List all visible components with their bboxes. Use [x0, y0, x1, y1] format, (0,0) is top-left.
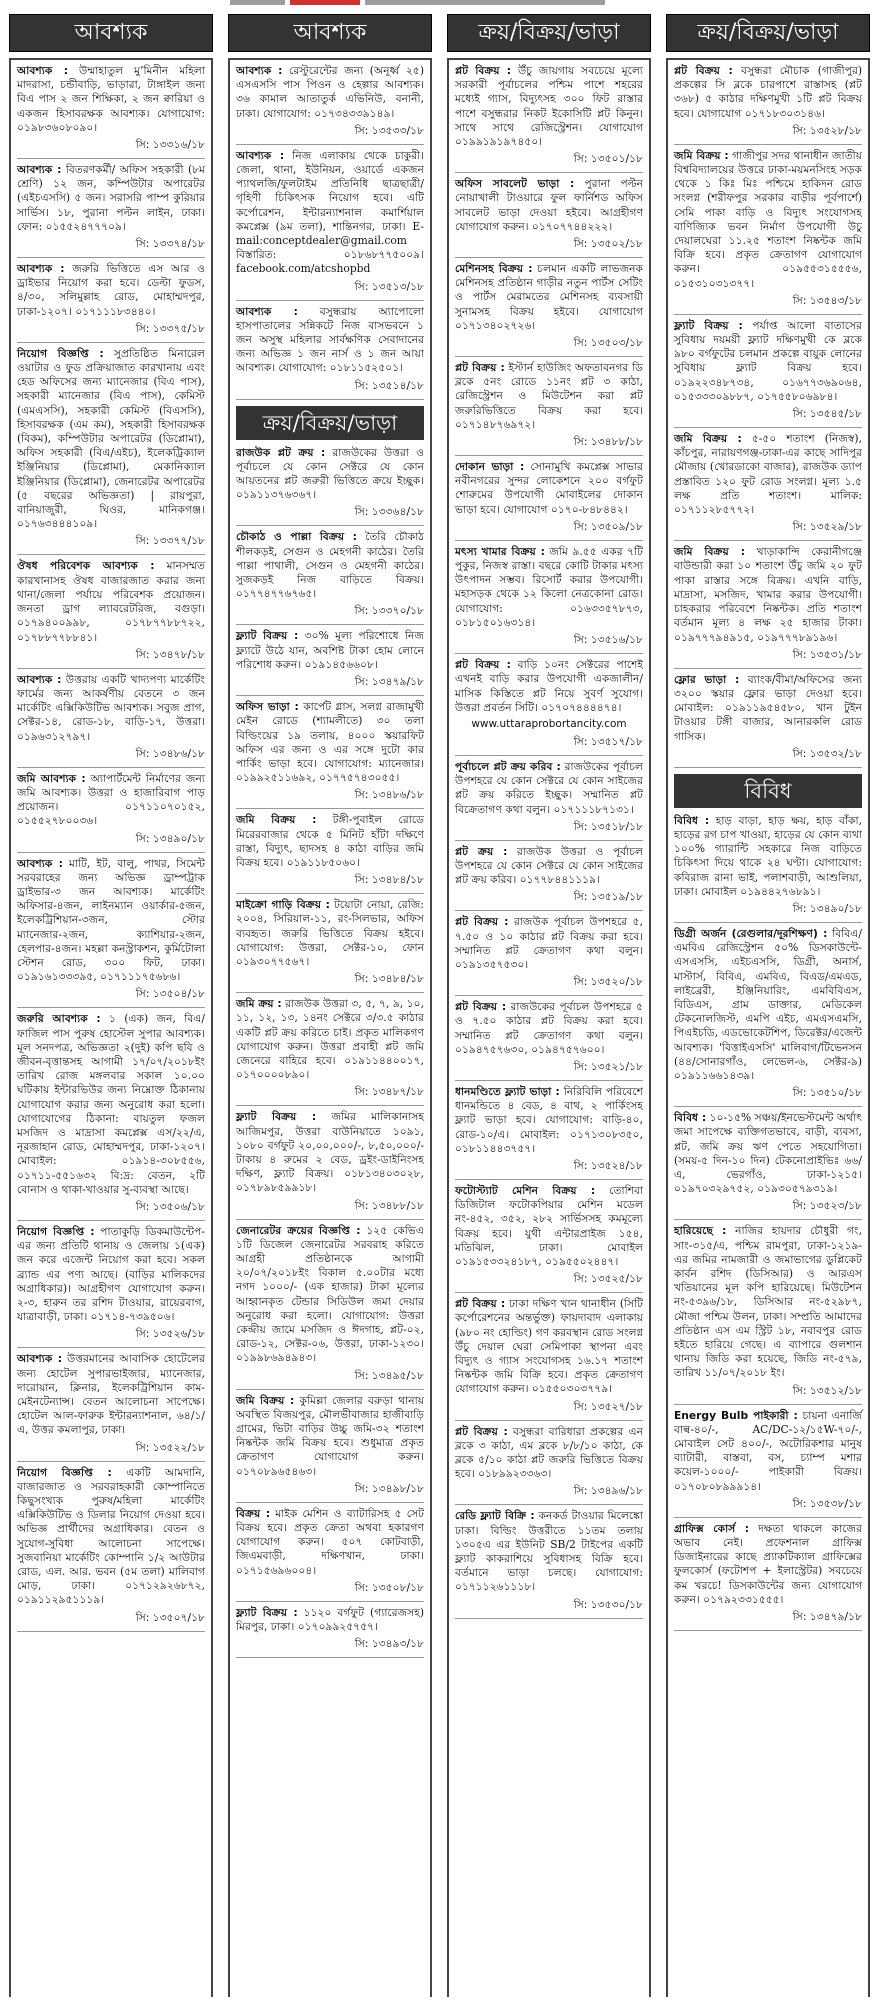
ad-code: সি: ১৩৫১৪/১৮ [236, 377, 424, 400]
ad-lead: মেশিনসহ বিক্রয় : [455, 262, 533, 276]
ad-code: সি: ১৩৪৯৬/১৮ [455, 1482, 643, 1505]
ad-text: রাজউক উত্তরা ও পূর্বাচল উপশহরে যে কোন সেক্টরে যে কোন সাইজের প্লট ক্রয় করিব। ০১৭৭৮৪৪১১১৯। [455, 844, 643, 887]
ad-lead: ফ্ল্যাট বিক্রয় : [236, 1110, 317, 1124]
ad-lead: আবশ্যক : [236, 148, 285, 162]
ad-text: সোনামুখি কমপ্লেক্স সাভার নবীনগরের সুন্দর লোকেশনে ২০০ বর্গফুট শোরুমের উপযোগী মোবাইলের দোকান ভাড়া হবে। যোগাযোগ ০১৭০-৮৪৮৪৪২। [455, 460, 644, 516]
ad-text: ব্যাংক/বীমা/অফিসের জন্য ৩২০০ স্কয়ার ফ্লোর ভাড়া দেওয়া হবে। মোবাইল: ০১৯১১৯৫৪৫৮০, খান টুইন টাওয়ার টঙ্গী বাজার, আনারকলি রোড গাসিক। [674, 672, 862, 743]
top-gray-segment [365, 0, 605, 5]
ad-lead: পূর্বাচলে প্লট ক্রয় করিব : [455, 759, 561, 773]
ad-lead: জমি আবশ্যক : [17, 771, 86, 785]
classified-ad [455, 64, 643, 149]
ad-text: তৈরি চৌকাঠ শীলকড়ই, সেগুন ও মেহগনী কাঠের। তৈরি পাল্লা পাথালী, সেগুন ও মেহগনী কাঠের। সুজকড়ই নিজ বাড়িতে বিক্রয়। ০১৭৭৪৭৭৬৭৬৫। [236, 530, 424, 601]
ad-lead: প্লট বিক্রয় : [455, 1000, 507, 1014]
ad-code: সি: ১৩৩৭৪/১৮ [17, 235, 205, 258]
ad-lead: অফিস ভাড়া : [236, 700, 299, 714]
classified-ad [674, 927, 862, 1083]
ad-text: বিতরণকর্মী/ অফিস সহকারী (৮ম শ্রেণি) ১২ জন, কম্পিউটার অপারেটর (এইচএসসি) ৫ জন। সরাসরি পাম্প কুরিয়ার সার্ভিস। ১৮, পুরানা পল্টন লাইন, ঢাকা। ফোন: ০১৫৫২৪৭৭৭০৯। [17, 163, 205, 233]
ads-box [666, 58, 870, 1997]
ad-text: হাড় বাড়া, হাড় ক্ষয়, হাড় বাঁকা, হাড়ের রগ চাপ খাওয়া, হাড়ের যে কোন ব্যথা ১০০% গ্যারান্টি সহকারে নিজ বাড়িতে চিকিৎসা দিয়ে থাকে ২৪ ঘণ্টা। যোগাযোগ: কবিরাজ রানা ভাই, পলাশবাড়ী, আশুলিয়া, ঢাকা। মোবাইল ০১৯৪৪২৭৬৮৯১। [674, 813, 862, 898]
ad-text: জমির মালিকানাসহ আজিমপুর, উত্তরা বাউনিয়াতে ১০৯১, ১০৮০ বর্গফুট ২০,০০,০০০/-, ৮,৫০,০০০/- টাকায় ৪ রুমের ২ বেড, ড্রইং-ডাইনিংসহ দক্ষিণ, ফ্ল্যাট বিক্রয়। ০১৮১৩৪০৩০২৮, ০১৭৮৯৮৫৯৯১৮। [236, 1110, 424, 1195]
classified-ad [674, 64, 862, 121]
ad-lead: প্লট বিক্রয় : [455, 1424, 508, 1438]
ad-lead: জমি বিক্রয় : [236, 813, 317, 827]
ad-code: সি: ১৩৩১৬/১৮ [17, 136, 205, 159]
ad-code: সি: ১৩৫৩৮/১৮ [674, 1495, 862, 1518]
classified-ad [455, 177, 643, 234]
ad-text: বিবিএ/এমবিএ রেজিস্ট্রেশন ৫০% ডিসকাউন্টে-এসএসসি, এইচএসসি, ডিগ্রী, অনার্স, মাস্টার্স, বিবিএ, এমবিএ, বিএড/এমএড, লাইব্রেরী, ইঞ্জিনিয়ারিং, এমবিবিএস, বিডিএস, গ্রাম ডাক্তার, মেডিকেল টেকনোলজিস্ট, এমপি এইচ, এমএসএমসি, পিএইচডি, এডভোকেটশিপ, ডিরেক্টর/এজেন্ট আবশ্যক। 'বিত্তাইএসসি' মালিবাগ/টিভেনসন (৪৪/সোনারগাঁও, লেভেল-৬, সেক্টর-৯) ০১৯১১৬৬১৪৩৯। [674, 926, 862, 1082]
ad-text: টয়োটা নোয়া, রেজি: ২০০৪, সিরিয়াল-১১, রং-সিলভার, অফিস ব্যবহৃত। জরুরি ভিত্তিতে বিক্রয় হইবে। যোগাযোগ: উত্তরা, সেক্টর-১০, ফোন ০১৯৩০৭৭৫৬৭। [236, 898, 424, 968]
top-accent-bar [0, 0, 879, 8]
ads-box [447, 58, 651, 1997]
ad-code: সি: ১৩৩৭৫/১৮ [17, 320, 205, 343]
classified-ad [236, 305, 424, 376]
ad-code: সি: ১৩৫২৯/১৮ [674, 518, 862, 541]
ad-lead: বিবিধ : [674, 813, 710, 827]
ad-text: নিরিবিলি পরিবেশে ধানমন্ডিতে ৪ বেড, ৪ বাথ, ২ পার্কিংসহ ফ্ল্যাট ভাড়া হবে। যোগাযোগ: বাড়ি-৪০, রোড-১০/এ। মোবাইল: ০১৭১৩০৮৩৫০, ০১৮১১৪৪৩৭৫৭। [455, 1084, 643, 1155]
ad-code: সি: ১৩৫০১/১৮ [455, 150, 643, 173]
ad-lead: ফ্লোর ভাড়া : [674, 672, 740, 686]
classified-ad [17, 1466, 205, 1608]
ad-text: বসুন্ধরায় অ্যাপোলো হাসপাতালের সন্নিকটে নিজ বাসভবনে ১ জন অসুস্থ মহিলার সার্বক্ষণিক সেবাদানের জন্য অভিজ্ঞ ১ জন নার্স ও ১ জন আয়া আবশ্যক। যোগাযোগ: ০১৮১১৫২৫০১। [236, 304, 425, 375]
classified-ad [236, 1507, 424, 1578]
ad-code: সি: ১৩৫১৩/১৮ [236, 278, 424, 301]
ad-lead: জমি ক্রয় : [236, 997, 282, 1011]
ad-text: রাজউকের উত্তরা ও পূর্বাচলে যে কোন সেক্টরে যে কোন আয়তনের প্লট জরুরী ভিত্তিতে ক্রয়ে ইচ্ছুক। ০১৯১১৩৭৬৩৬৭। [236, 445, 424, 502]
classified-ad [17, 772, 205, 829]
classified-ad [455, 1184, 643, 1269]
classified-ad [236, 446, 424, 503]
ad-lead: দোকান ভাড়া : [455, 460, 525, 474]
classified-ad [455, 262, 643, 333]
ad-text: উঁচু জায়গায় সবচেয়ে মূল্যে সরকারী পূর্বাচলের পশ্চিম পাশে শহরের মধ্যেই গ্যাস, বিদ্যুৎসহ ৩০০ ফিট রাস্তার পাশে বসুন্ধরার নিকট ইকোসিটি প্লট কিনুন। সাথে সাথে রেজিস্ট্রেশন। যোগাযোগ ০১৯৯১৯১৯৭৪৫০। [455, 64, 644, 149]
ad-lead: মৎস্য খামার বিক্রয় : [455, 544, 545, 558]
ad-lead: প্লট বিক্রয় : [455, 658, 511, 672]
ad-text: উম্মাহাতুল মু’মিনীন মহিলা মাদরাসা, চন্ডীবাড়ি, ভাড়ারা, টাঙ্গাইল জন্য বিএ পাস ২ জন শিক্ষিকা, ২ জন ক্বারিয়া ও একজন হিসাবরক্ষক আবশ্যক। যোগাযোগ: ০১৯৮৩৬০৮০৯০। [17, 64, 205, 134]
column-1 [6, 12, 216, 1997]
ad-text: রাজউকের পূর্বাচল উপশহরে ৫ ও ৭.৫০ কাঠার প্লট বিক্রয় করা হবে। সম্মানিত প্লট ক্রেতাগণ কথা বলুন। ০১৯৪৭৫৭৬৩০, ০১৯৪৭৫৭৬০০। [455, 1000, 643, 1056]
ad-text: গাজীপুর সদর থানাধীন জাতীয় বিশ্ববিদ্যালয়ের উত্তরে ঢাকা-ময়মনসিংহ সড়ক থেকে ১ কিঃ মিঃ পশ্চিমে হাকিদন রোড সংলগ্ন (শরীফপুর সরকার বাড়ীর পূর্বপার্শে) সেমি পাকা বাড়ি ও বিদ্যুৎ সংযোগসহ বাণিজ্যিক ভবন নির্মাণ উপযোগী উচু দেয়ালঘেরা ১১.২৫ শতাংশ নিষ্কন্টক জমি বিক্রি হবে। প্রকৃত ক্রেতাগণ যোগাযোগ করুন। ০১৯৫৫৩১৫৫৫৬, ০১৫৩১০৩১৩৭৭। [674, 148, 862, 290]
ad-text: উত্তরায় একটি খাদ্যপণ্য মার্কেটিং ফার্মের জন্য আকর্ষণীয় বেতনে ৩ জন মার্কেটিং এক্সিকিউটিভ আবশ্যক। সবুজ প্রাগ, সেক্টর-১৪, রোড-১৮, বাড়ি-১৭, উত্তরা। ০১৯৬৩১২৭৯৭। [17, 672, 206, 743]
ad-lead: জমি বিক্রয় : [674, 545, 745, 559]
ad-code: সি: ১৩৫৩২/১৮ [674, 745, 862, 768]
ad-lead: জমি বিক্রয় : [674, 148, 729, 162]
column-3 [444, 12, 654, 1997]
ad-lead: আবশ্যক : [17, 672, 62, 686]
ad-text: মানসম্মত কারখানাসহ ঔষধ বাজারজাত করার জন্য থানা/জেলা পর্যায়ে পরিবেশক প্রয়োজন। জনতা ড্রাগ ল্যাবরেটরিজ, বগুড়া। ০১৭৯৪০০৯৯৮, ০১৭৮৭৭৮৮৭২২, ০১৭৮৮৭৭৮৮৪১। [17, 559, 205, 644]
classified-ad [455, 845, 643, 888]
classified-ad [674, 1224, 862, 1380]
ad-lead: গ্রাফিক্স কোর্স : [674, 1521, 750, 1535]
ad-lead: নিয়োগ বিজ্ঞপ্তি : [17, 346, 104, 360]
classified-ad [236, 813, 424, 870]
ad-lead: জরুরি আবশ্যক : [17, 1012, 101, 1026]
ad-lead: ধানমণ্ডিতে ফ্ল্যাট ভাড়া : [455, 1084, 560, 1098]
classified-ad [455, 545, 643, 630]
ad-code: সি: ১৩৫২৫/১৮ [455, 1270, 643, 1293]
classified-ad [455, 760, 643, 817]
ad-text: সুপ্রতিষ্ঠিত মিনারেল ওয়াটার ও ফুড প্রক্রিয়াজাত কারখানায় এবং হেড অফিসের জন্য ম্যানেজার (বিএ পাস), সহকারী ম্যানেজার (বিএ পাস), কেমিস্ট (এমএসসি), সহকারী কেমিস্ট (বিএসসি), হিসাবরক্ষক (এম কম), সহকারী হিসাবরক্ষক (বিকম), কম্পিউটার অপারেটর (ডিপ্লোমা), অফিস সহকারী (বিএ/এইচ), ইলেকট্রিক্যাল ইঞ্জিনিয়ার (ডিপ্লোমা), মেকানিক্যাল ইঞ্জিনিয়ার (ডিপ্লোমা), জেনারেটর অপারেটর (৫ বছরের অভিজ্ঞতা) | রায়পুরা, বানিয়াজুরী, ঘিওর, মানিকগঞ্জ। ০১৭৬৩৪৪৪১০৯। [17, 346, 205, 531]
ad-lead: ডিগ্রী অর্জন (রেগুলার/দূরশিক্ষণ) : [674, 926, 828, 940]
ad-code: সি: ১৩৫২০/১৮ [455, 973, 643, 996]
ad-lead: প্লট বিক্রয় : [674, 64, 733, 77]
ad-lead: ফ্ল্যাট বিক্রয় : [236, 1605, 298, 1619]
ad-code: সি: ১৩৪৯০/১৮ [674, 900, 862, 923]
ad-code: সি: ১৩৫০৯/১৮ [455, 518, 643, 541]
ad-code: সি: ১৩৫২৩/১৮ [674, 1197, 862, 1220]
column-4 [663, 12, 873, 1997]
classified-ad [236, 1606, 424, 1634]
ad-text: চলমান একটি লাভজনক মেশিনসহ প্রতিষ্ঠান গাড়ীর নতুন পার্টস সেটিং ও পার্টস মেরামতের মেশিনসহ ব্যবসায়ী সুনামসহ বিক্রয় হইবে। যোগাযোগ ০১৭১৩৪০২৭২৬। [455, 262, 643, 332]
ad-code: সি: ১৩৫০৪/১৮ [17, 985, 205, 1008]
top-red-segment [290, 0, 360, 5]
ad-code: সি: ১৩৫২৮/১৮ [674, 122, 862, 145]
ads-box [228, 58, 432, 1997]
classified-ad [455, 658, 643, 715]
ad-text: রাজউক উত্তরা ৩, ৫, ৭, ৯, ১০, ১১, ১২, ১৩, ১৪নং সেক্টরে ৩/৩.৫ কাঠার একটি প্লট ক্রয় করিতে চাই। প্রকৃত মালিকগণ যোগাযোগ করুন। উত্তরা প্রবাহী প্লট জমি জেনেরে বাহিরে হবে। ০১৯১১৪৪০০১৭, ০১৭০০০০৮৯০। [236, 997, 424, 1082]
classified-ad [17, 163, 205, 234]
classified-ad [674, 1111, 862, 1196]
ad-code: সি: ১৩৫২২/১৮ [17, 1439, 205, 1462]
ad-text: মাটি, ইট, বালু, পাথর, সিমেন্ট সরবরাহের জন্য অভিজ্ঞ ড্রাম্পট্রাক ড্রাইভার-৩ জন আবশ্যক। মার্কেটিং অফিসার-৪জন, লাইনম্যান ওয়ার্কার-৫জন, ইলেকট্রিশিয়ান-৩জন, স্টোর ম্যানেজার-২জন, ক্যাশিয়ার-২জন, হেলপার-৪জন। মহল্লা কনস্ট্রাকশন, কুর্মিটোলা স্টেশন রোড, ৩০০ ফিট, ঢাকা। ০১৯১৬১৩৩৩৯৫, ০১৭১১১৭৫৬৮৬। [17, 856, 205, 984]
ad-lead: আবশ্যক : [236, 304, 298, 318]
ad-text: পর্যাপ্ত আলো বাতাসের সুবিধায় দয়ময়ী ফ্ল্যাট দক্ষিণমুখী কে ব্লকে ৯৮০ বর্গফুটের চলমান প্রকল্পে বায়ুক লোনের সুবিধায় ফ্ল্যাট বিক্রয় হবে। ০১৯২২৩৪৮৭৩৪, ০১৬৭৭৩৬৯০৬৪, ০১৫৩৩৩০৯৮৮৭, ০১৭৫৫৮০৬৯৮৪। [674, 318, 862, 403]
classified-ad [236, 1224, 424, 1366]
ad-text: অ্যাপার্টমেন্ট নির্মাণের জন্য জমি আবশ্যক। উত্তরা ও হাজারিবাগ পাড় প্রয়োজন। ০১৭১১০৭০১৫২, ০১৫৫২৭৮০০৩৬। [17, 771, 205, 828]
ad-text: জমি ৯.৫৫ একর ৭টি পুকুর, নিজস্ব রাস্তা। বছরে কোটি টাকার মৎস্য উৎপাদন সম্ভব। রিসোর্ট করার উপযোগী। মহাসড়ক থেকে ১২ কিলো নেত্রকোনা রোড। যোগাযোগ: ০১৬৩৩৫৭৮৭৩, ০১৮১৫০১৬৩১৪। [455, 544, 643, 629]
ad-code: সি: ১৩৫১৬/১৮ [455, 631, 643, 654]
classified-ad [236, 64, 424, 121]
ad-text: রাজউক পূর্বাচল উপশহরে ৫, ৭.৫০ ও ১০ কাঠার প্লট বিক্রয় করা হবে। সম্মানিত প্লট ক্রেতাগণ কথা বলুন। ০১৯১৩৫৭৫৩০। [455, 915, 644, 971]
ad-lead: নিয়োগ বিজ্ঞপ্তি : [17, 1465, 112, 1479]
classified-ad [674, 432, 862, 517]
ad-text: বসুন্ধরা বারিধারা প্রকল্পের এন ব্লকে ৩ কাঠা, এম ব্লকে ৮/৮/১০ কাঠা, কে ব্লকে ৫/১০ কাঠা প্লট জরুরি ভিত্তিতে বিক্রয় হবে। ০১৮৯৯২৩৩৬৩। [455, 1424, 643, 1481]
ad-lead: হারিয়েছে : [674, 1224, 727, 1238]
ad-code: সি: ১৩৫৩১/১৮ [674, 646, 862, 669]
ad-code: সি: ১৩৫৪৫/১৮ [674, 405, 862, 428]
ad-lead: রেডি ফ্ল্যাট বিক্রি : [455, 1509, 535, 1523]
classified-ad [455, 915, 643, 972]
classified-ad [236, 1394, 424, 1479]
classified-ad [455, 1297, 643, 1396]
ad-text: নিজ এলাকায় থেকে চাকুরী। জেলা, থানা, ইউনিয়ন, ওয়ার্ডে একজন প্যাথলজি/ফুলটাইম প্রতিনিধি ছাত্রছাত্রী/গৃহিণী চিকিৎসক নিয়োগ হবে। এটি কর্পোরেশন, ইন্টারন্যাশনাল কমার্শিয়াল কমপ্লেক্স (৯ম তলা), শান্তিনগর, ঢাকা। E-mail:conceptdealer@gmail.com বিস্তারিত: ০১৮৬৮৭৭৫০০৯। facebook.com/atcshopbd [236, 148, 425, 276]
ad-code: সি: ১৩৪৮৮/১৮ [455, 433, 643, 456]
ad-code: সি: ১৩৩৭৭/১৮ [17, 532, 205, 555]
ad-text: ৩০% মূল্য পরিশোধে নিজ ফ্ল্যাটে উঠে যান, অবশিষ্ট টাকা হোম লোনে পরিশোধ করুন। ০১৯১৪৫৬৬০৮। [236, 629, 424, 671]
classified-ad [17, 673, 205, 744]
ad-website[interactable]: www.uttaraprobortancity.com [471, 717, 627, 730]
ad-lead: আবশ্যক : [17, 163, 62, 177]
classified-ad [455, 1509, 643, 1594]
ad-lead: ফ্ল্যাট বিক্রয় : [236, 629, 299, 643]
ad-lead: বিবিধ : [674, 1111, 707, 1125]
ad-lead: প্লট বিক্রয় : [455, 915, 509, 929]
classified-ad [17, 262, 205, 319]
ad-code: সি: ১৩৪৮৬/১৮ [236, 786, 424, 809]
classified-ad [455, 1425, 643, 1482]
classified-ad [236, 997, 424, 1082]
ad-code: সি: ১৩৪৮৭/১৮ [236, 1083, 424, 1106]
ad-lead: জমি বিক্রয় : [236, 1393, 295, 1407]
ad-lead: বিক্রয় : [236, 1506, 271, 1520]
classified-ad [236, 1110, 424, 1195]
ad-code: সি: ১৩৪৯৮/১৮ [236, 1480, 424, 1503]
ad-code: সি: ১৩৫২৭/১৮ [455, 1398, 643, 1421]
classified-ad [455, 1085, 643, 1156]
ad-lead: মাইক্রো গাড়ি বিক্রয় : [236, 898, 330, 912]
ad-code: সি: ১৩৫৩৩/১৮ [236, 122, 424, 145]
ad-text: পাতাকুড়ি ডিকমাউন্টেপ-এর জন্য প্রতিটি থানায় ও জেলায় ১(এক) জন করে এজেন্ট নিয়োগ করা হবে। সকল ব্র্যান্ড এর পণ্য আছে। (বাড়ির মালিকদের অগ্রাধিকার)। আগ্রহীগণ যোগাযোগ করুন। ২-৩, হারুন তর রশিদ টাওয়ার, রায়েরবাগ, যাত্রাবাড়ী, ঢাকা। ০১৭১৪-৭৩৯৫০৬। [17, 1225, 205, 1324]
ad-text: ইস্টার্ন হাউজিং অফতাবনগর ডি ব্লকে ৫নং রোডে ১১নং প্লট ৩ কাঠা, রেজিস্ট্রেশন ও মিউটেশন করা প্লট জরুরিভিত্তিতে বিক্রয় করা হবে। ০১৭১৪৮৭৬৯৭২। [455, 361, 643, 431]
ad-lead: রাজউক প্লট ক্রয় : [236, 445, 326, 459]
ad-code: সি: ১৩৫০৭/১৮ [17, 1609, 205, 1632]
ad-code: সি: ১৩৩৬৪/১৮ [236, 503, 424, 526]
ad-code: সি: ১৩৪৭৮/১৮ [17, 646, 205, 669]
ad-text: ঢাকা দক্ষিণ খান থানাধীন (সিটি কর্পোরেশনের অন্তর্ভুক্ত) ফায়দাবাদ এলাকায় (৯৮০ নং হোল্ডিং) গণ করবস্থান রোড সংলগ্ন উঁচু দেয়াল ঘেরা সেমিপাকা স্থাপনা এবং বিদ্যুৎ ও গ্যাস সংযোগসহ ১৬.১৭ শতাংশ নিষ্কন্টক জমি বিক্রি হবে। প্রকৃত ক্রেতাগণ যোগাযোগ করুন। ০১৫৫০৩০৩৭৭৯। [455, 1297, 643, 1396]
ad-text: বসুন্ধরা মৌচাক (গাজীপুর) প্রকল্পের সি ব্লকে চারপাশে রাস্তাসহ (প্লট ৩৬৮) ৫ কাঠার দক্ষিণমুখী ১টি প্লট বিক্রয় হবে। যোগাযোগ ০১৭১৮৩০৩১৪৬। [674, 64, 862, 120]
ad-lead: প্লট ক্রয় : [455, 844, 508, 858]
classified-ad [674, 673, 862, 744]
ad-code: সি: ১৩৫৩০/১৮ [455, 1596, 643, 1619]
ad-code: সি: ১৩৫০৬/১৮ [17, 1198, 205, 1221]
ad-text: নাজির হায়দার চৌধুরী গং, সাং-৩১৫/এ, পশ্চিম রামপুরা, ঢাকা-১২১৯-এর জমির নামজারী ও জমাভাগের ডুপ্লিকেট কার্বন রশিদ (ডিসিআর) ও আরএস খতিয়ানের মূল কপি হারিয়েছে। মিউটেশন নং-৫৩৯৬/১৮, ডিসিআর নং-৫২৯৮৭, মৌজা পশ্চিম উলন, ঢাকা। সম্প্রতি আমাদের প্রতিষ্ঠান এস এম স্ট্রিট ১৮, নবাবপুর রোড হইতে হারিয়ে গেছে। এ ব্যাপারে গুলশান থানায় জিডি করা হয়েছে, জিডি নং-৫৭৯, তারিখ ১১/০৭/২০১৮ ইং। [674, 1224, 862, 1380]
classified-ad [674, 149, 862, 291]
ad-text: একটি আমদানি, বাজারজাত ও সরবরাহকারী কোম্পানিতে কিছুসংখ্যক পুরুষ/মহিলা মার্কেটিং এক্সিকিউটিভ ও ডিলার নিয়োগ দেওয়া হবে। অভিজ্ঞ প্রার্থীদের অগ্রাধিকার। বেতন ও সুযোগ-সুবিধা আলোচনা সাপেক্ষে। সুজবানিয়া মার্কেটিং কোম্পানি ১/২ আউটার রোড, এল. আর. ভবন (৫ম তলা) মালিবাগ মোড়, ঢাকা। ০১৭১২৯২৬৮৭২, ০১৯১১২৯৫১১১৯। [17, 1465, 205, 1607]
ad-text: ১০-১৫% সঞ্চয়/ইনভেস্টমেন্ট অর্থাৎ জমা সাপেক্ষে ব্যক্তিগতভাবে, বাড়ী, ব্যবসা, প্লট, জমি ক্রয় ঋণ পেতে সহযোগিতা। (সময়-৫ দিন-১০ দিন) টেকনোপ্রাইভিঃ ৬৬/এ, ভেরগাঁও, ঢাকা-১২১৫। ০১৯৭০৩২৯৭৫২, ০১৯৩০৫৭৯৩১৯। [674, 1111, 863, 1196]
ad-text: ৫-৫০ শতাংশ (নিজস্ব), কাঁচপুর, নারায়ণগঞ্জ-ঢাকা-এর কাছে সাদিপুর মৌজায় (খোরডাকো বাজার), রাজউক ড্যাপ প্রস্তাবিত ১২০ ফুট রোড সংলগ্ন। মূল্য ১.৫ লক্ষ প্রতি শতাংশ। মালিক: ০১৭১১২৮৫৭৭২। [674, 432, 862, 517]
ad-lead: জেনারেটর ক্রয়ের বিজ্ঞপ্তি : [236, 1223, 361, 1237]
ad-code: সি: ১৩৩৭০/১৮ [236, 602, 424, 625]
ad-text: টঙ্গী-পুবাইল রোডে মিরেরবাজার থেকে ৫ মিনিট হাঁটা দক্ষিণে রাস্তা, বিদ্যুৎ, ছাদসহ ৪ কাঠা বাড়ির জমি বিক্রয় হবে। ০১৯১১৮৫০৬০। [236, 813, 424, 869]
classified-ad [17, 347, 205, 532]
ad-text: বাড়ি ১০নং সেক্টরের পাশেই এখনই বাড়ি করার উপযোগী একজালীন/মাসিক কিস্তিতে প্লট নিয়ে সুবর্ণ সুযোগ। উত্তরা প্রবর্তন সিটি। ০১৭০৭৪৪৪৪৭৪। [455, 658, 643, 714]
ad-lead: আবশ্যক : [17, 1352, 62, 1366]
ad-code: সি: ১৩৫০৩/১৮ [455, 334, 643, 357]
column-2 [225, 12, 435, 1997]
ad-text: রেস্টুরেন্টের জন্য (অনূর্ধ্ব ২৫) এসএসসি পাস পিওন ও হেল্পার আবশ্যক। ৩৬ কামাল আতাতুর্ক এভিনিউ, বনানী, ঢাকা। যোগাযোগ: ০১৭৩৪৩৩৯১৪৯। [236, 64, 425, 120]
section-header: ক্রয়/বিক্রয়/ভাড়া [236, 406, 424, 440]
ad-code: সি: ১৩৫১৭/১৮ [455, 733, 643, 756]
classified-ad [236, 149, 424, 277]
ad-code: সি: ১৩৫১০/১৮ [674, 1084, 862, 1107]
column-header: ক্রয়/বিক্রয়/ভাড়া [666, 14, 870, 52]
classified-ad [674, 319, 862, 404]
ad-code: সি: ১৩৫৪৩/১৮ [674, 292, 862, 315]
ad-code: সি: ১৩৫০২/১৮ [455, 235, 643, 258]
ad-text: তোশিবা ডিজিটাল ফটোকপিয়ার মেশিন মডেল নং-৪৫২, ৩৫২, ২৮২ সার্ভিসসহ কমমূল্যে বিক্রয় হবে। যুথী এন্টারপ্রাইজ ১৫৪, মতিঝিল, ঢাকা। মোবাইল ০১৯১৫৩৩২৪১৮৭, ০১৯৫৫০২৪৪৭। [455, 1183, 643, 1268]
ad-text: খাড়াকান্দি কেরানীগঞ্জে বাউন্ডারী করা ১০ শতাংশ উঁচু জমি ২০ ফুট পাকা রাস্তার সঙ্গে বিক্রয়। এখনি বাড়ি, মাদ্রাসা, মসজিদ, খামার করার উপযোগী। চাহকরার পরিবেশে নিষ্কন্টক। প্রতি শতাংশ বর্তমান মূল্য ৪ লক্ষ ২৫ হাজার টাকা। ০১৯৭৭৭৯৪৯১৫, ০১৯৭৭৭৮৯১৯৬। [674, 545, 862, 644]
ad-text: জরুরি ভিত্তিতে এস আর ও ড্রাইভার নিয়োগ করা হবে। ডেল্টা ফুডস, ৪/৩০, সলিমুল্লাহ রোড, মোহাম্মদপুর, ঢাকা-১২০৭। ০১৭১১১৮৩৪৪০। [17, 262, 205, 318]
ad-text: ১২৫ কেভিএ ১টি ডিজেল জেনারেটর সরবরাহ করিতে আগ্রহী প্রতিষ্ঠানকে আগামী ২০/০৭/২০১৮ইং বিকাল ৫.০০টার মধ্যে নগদ ১০০০/- (এক হাজার) টাকা মূল্যের আহ্বানকৃত টেন্ডার সিডিউল জমা দেয়ার অনুরোধ করা হলো। যোগাযোগ: উত্তরা কেন্দ্রীয় জামে মসজিদ ও ঈদগাহ, প্লট-০২, রোড-১২, সেক্টর-০৬, উত্তরা, ঢাকা-১২৩০। ০১৯৯৮৬৯৪৯৪৩। [236, 1223, 425, 1365]
ad-text: রাজউকের পূর্বাচল উপশহরে যে কোন সেক্টরে যে কোন সাইজের প্লট ক্রয় করিতে ইচ্ছুক। সম্মানিত প্লট বিক্রেতাগণ কথা বলুন। ০১৭১১১৮৭১৩১। [455, 759, 643, 816]
ad-lead: অফিস সাবলেট ভাড়া : [455, 177, 575, 191]
ad-code: সি: ১৩৪৮৪/১৮ [236, 970, 424, 993]
classified-ad [674, 1522, 862, 1607]
ad-code: সি: ১৩৪৯৩/১৮ [236, 1635, 424, 1658]
ad-text: উত্তরমানের আবাসিক হোটেলের জন্য হোটেল সুপারভাইজার, ম্যানেজার, দারোয়ান, ক্লিনার, ইলেকট্রিশিয়ান কাম-মেইনটেন্যান্স। বেতন আলোচনা সাপেক্ষে। হোটেল আল-ফারুক ইন্টারন্যাশনাল, ৬৪/১/এ, উত্তর কমলাপুর, ঢাকা। [17, 1352, 205, 1437]
ad-lead: আবশ্যক : [17, 856, 63, 870]
column-header: ক্রয়/বিক্রয়/ভাড়া [447, 14, 651, 52]
ad-lead: ফটোস্ট্যাট মেশিন বিক্রয় : [455, 1183, 596, 1197]
ad-text: কার্পেট গ্লাস, সলগ্ন রাজামুখী মেইন রোডে (শ্যামলীতে) ৩০ তলা বিল্ডিংয়ের ১৯ তলায়, ৪০০০ স্কয়ারফিট অফিস এর জন্য ও এর সঙ্গে দুটো কার পার্কিং ভাড়া হবে। যোগাযোগ: ম্যানেজার। ০১৯৯২৫১১৬৯২, ০১৭৭৫৭৪৩০৫৫। [236, 700, 424, 785]
ad-code: সি: ১৩৫২৬/১৮ [17, 1325, 205, 1348]
ad-text: দক্ষতা থাকলে কাজের অভাব নেই। প্রফেশনাল গ্রাফিক্স ডিজাইনারের কাছে প্র্যাকটিক্যাল গ্রাফিক্সের ফুলকোর্স (ফটোশপ + ইলাস্ট্রেটর) সবচেয়ে কম খরচে! ডিসকাউন্টের জন্য যোগাযোগ করুন। ০১৭৯২৩৩১৫৫৫। [674, 1521, 862, 1606]
ad-lead: আবশ্যক : [17, 64, 68, 77]
ad-text: কুমিল্লা জেলার বরুড়া থানায় অবস্থিত বিজয়পুর, মৌলভীবাজার হাজীবাড়ি গ্রামের, ভিটা বাড়ির উচ্চু জমি-৩২ শতাংশ নিষ্কন্টক জমি বিক্রয় হবে। শুধুমাত্র প্রকৃত ক্রেতাগণ যোগাযোগ করুন। ০১৭০৮৯৬৫৪৬৩। [236, 1393, 424, 1478]
classified-ad [17, 1012, 205, 1197]
ad-code: সি: ১৩৪৮৬/১৮ [17, 745, 205, 768]
ad-code: সি: ১৩৫১৯/১৮ [455, 888, 643, 911]
classified-ad [455, 361, 643, 432]
classified-ad [17, 1352, 205, 1437]
classified-ad [17, 1225, 205, 1324]
classified-ad [674, 1409, 862, 1494]
ad-code: সি: ১৩৪৮৮/১৮ [236, 1197, 424, 1220]
ad-lead: প্লট বিক্রয় : [455, 64, 512, 77]
ad-lead: ফ্ল্যাট বিক্রয় : [674, 318, 743, 332]
classified-ad [236, 530, 424, 601]
ad-code: সি: ১৩৫০৮/১৮ [236, 1579, 424, 1602]
section-header: বিবিধ [674, 774, 862, 808]
ad-lead: প্লট বিক্রয় : [455, 1297, 506, 1311]
ad-lead: জমি বিক্রয় : [674, 432, 742, 446]
classified-ad [17, 559, 205, 644]
ad-code: সি: ১৩৪৭৯/১৮ [674, 1608, 862, 1631]
ad-code: সি: ১৩৪৮৪/১৮ [236, 871, 424, 894]
ad-code: সি: ১৩৫২১/১৮ [455, 1058, 643, 1081]
ad-lead: আবশ্যক : [236, 64, 283, 77]
ad-text: মাইক মেশিন ও ব্যাটারিসহ ৫ সেট বিক্রয় হবে। প্রকৃত ক্রেতা অথবা হকারগণ যোগাযোগ করুন। ৫০৭ কোটবাড়ী, জিএমবাড়ী, দক্ষিণখান, ঢাকা। ০১৭১৫৬৯৬০০৪। [236, 1506, 424, 1577]
ad-code: সি: ১৩৪৯০/১৮ [17, 830, 205, 853]
classified-ad [17, 857, 205, 985]
ad-code: সি: ১৩৪৭৯/১৮ [236, 673, 424, 696]
ad-lead: ঔষধ পরিবেশক আবশ্যক : [17, 559, 155, 573]
ad-code: সি: ১৩৪৯৫/১৮ [236, 1367, 424, 1390]
ad-code: সি: ১৩৫২৪/১৮ [455, 1157, 643, 1180]
ad-text: কনকর্ড টাওয়ার মিলেঙ্কো ঢাকা। বিল্ডিং উত্তরীতে ১১তম তলায় ১৩০৫এ এর ইউনিট SB/2 টাইপের একটি ফ্ল্যাট কাকরাশিয়ে সুবিধাসহ বিক্রি হবে। বর্তমানে ভাড়া চলছে। যোগাযোগ: ০১৭১১২৬১১১৮। [455, 1509, 643, 1594]
column-header: আবশ্যক [228, 14, 432, 52]
classified-ad [236, 629, 424, 672]
classifieds-page [6, 12, 874, 1997]
ad-code: সি: ১৩৫১৮/১৮ [455, 818, 643, 841]
ad-lead: নিয়োগ বিজ্ঞপ্তি : [17, 1225, 95, 1238]
ad-text: পুরানা পল্টন নোয়াখালী টাওয়ারে ফুল ফার্নিশড অফিস সাবলেট ভাড়া দেওয়া হইবে। আগ্রহীগণ যোগাযোগ করুন। ০১৭০৭৭৪৪২২২। [455, 177, 643, 233]
ad-text: ১১২০ বর্গফুট (গ্যারেজসহ) মিরপুর, ঢাকা। ০১৭০৯৯২৫৭৫৭। [236, 1605, 424, 1634]
classified-ad [17, 64, 205, 135]
classified-ad [674, 814, 862, 899]
ad-lead: চৌকাঠ ও পাল্লা বিক্রয় : [236, 530, 357, 544]
ad-lead: আবশ্যক : [17, 262, 65, 276]
ad-text: চায়না এনার্জি বাল্ব-৪০/-, AC/DC-১২/১৫W-৭০/-, মোবাইল সেট ৪০০/-, অটোরিকশার মানুষ ব্যাটারী, বাস্তবা, বস, চ্যাম্প মশার কয়েল-১০০০/- পাইকারী বিক্রয়। ০১৭০৮০৮৯৯৯১৪। [674, 1408, 862, 1493]
top-gray-segment [230, 0, 285, 5]
ad-code: সি: ১৩৫১২/১৮ [674, 1382, 862, 1405]
column-header: আবশ্যক [9, 14, 213, 52]
ad-text: ১ (এক) জন, বিএ/ফাজিল পাস পুরুষ হোস্টেল সুপার আবশ্যক। মূল সনদপত্র, অভিজ্ঞতা ২(দুই) কপি ছবি ও জীবন-বৃত্তান্তসহ আগামী ১৭/০৭/২০১৮ইং তারিখ রোজ মঙ্গলবার সকাল ১০.০০ ঘটিকায় ইন্টারভিউর জন্য নিম্নোক্ত ঠিকানায় যোগাযোগ করার জন্য অনুরোধ করা হলো। যোগাযোগের ঠিকানা: বায়তুল ফজল মসজিদ ও মাদ্রাসা কমপ্লেক্স এস/২২/এ, নূরজাহান রোড, মোহাম্মদপুর, ঢাকা-১২০৭। মোবাইল: ০১৯১৪-৩০৮৫৫৬, ০১৭১১-৫৫১৬৩২ বি:দ্র: বেতন, ২টি বোনাস ও থাকা-খাওয়ার সু-ব্যবস্থা আছে। [17, 1012, 205, 1196]
ad-lead: Energy Bulb পাইকারী : [674, 1408, 798, 1422]
classified-ad [455, 460, 643, 517]
ads-box [9, 58, 213, 1997]
ad-lead: প্লট বিক্রয় : [455, 361, 505, 375]
classified-ad [674, 545, 862, 644]
classified-ad [236, 700, 424, 785]
classified-ad [236, 898, 424, 969]
classified-ad [455, 1000, 643, 1057]
